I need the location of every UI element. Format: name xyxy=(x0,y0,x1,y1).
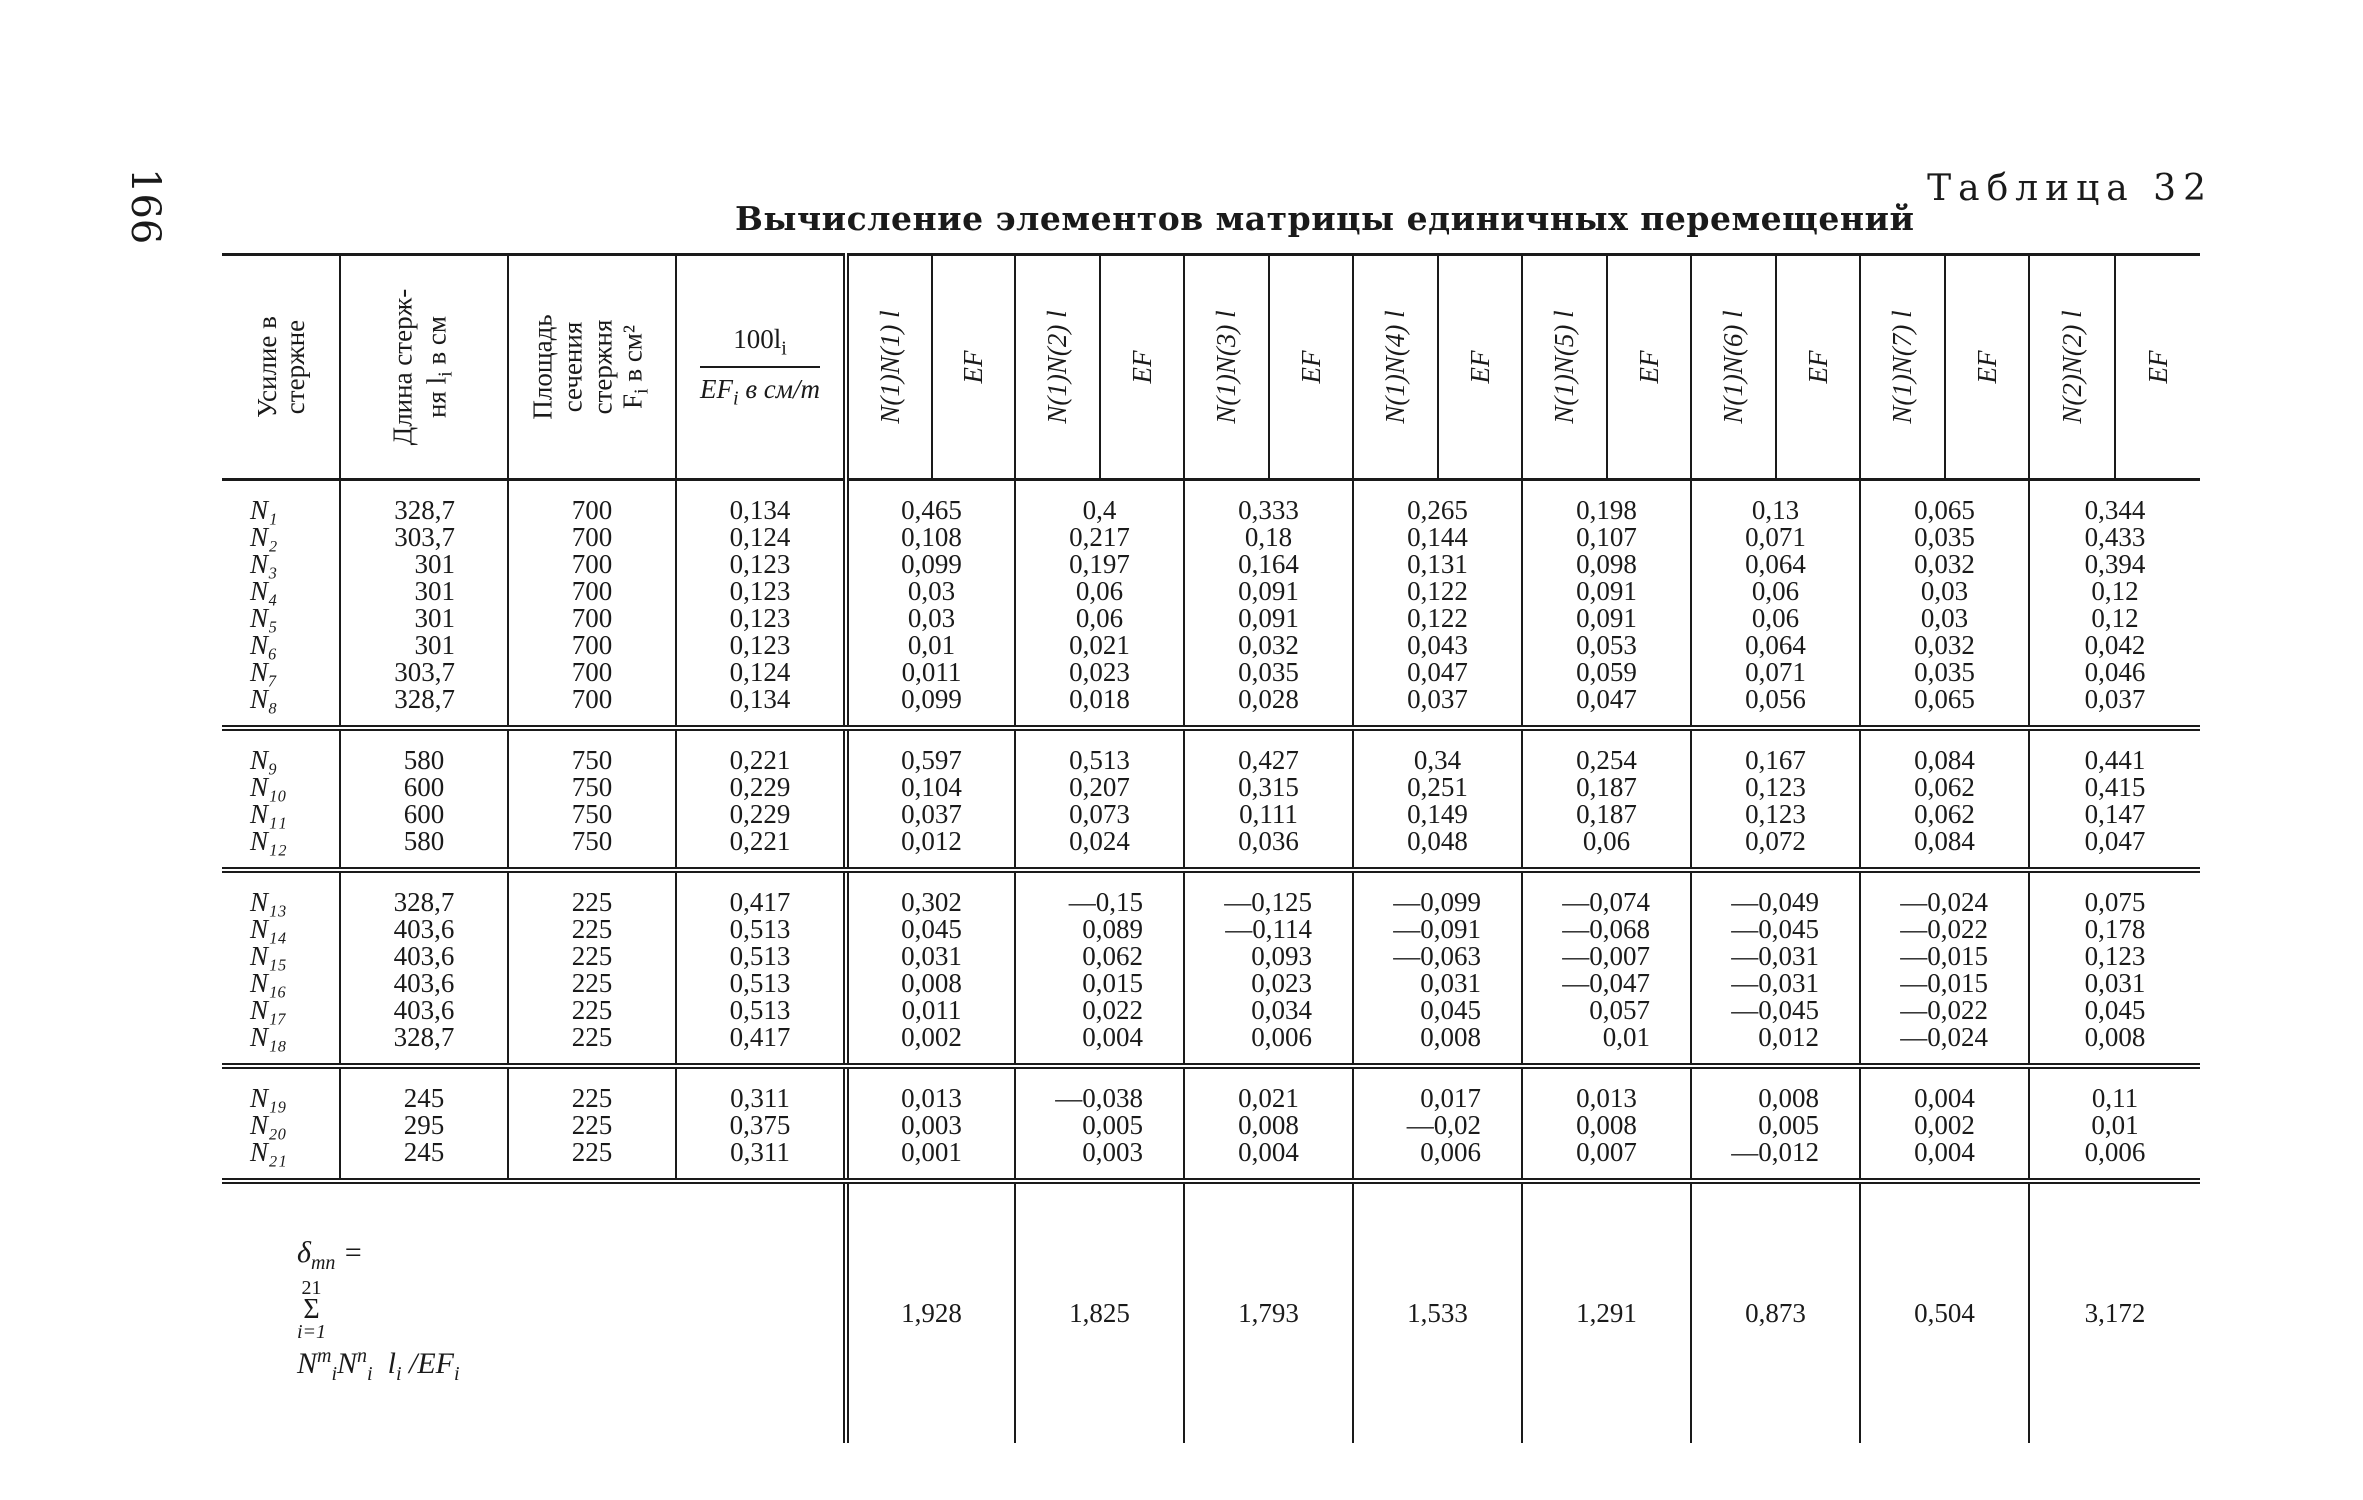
product-7-bottom: EF xyxy=(1971,350,2002,384)
product-3-bottom: EF xyxy=(1295,350,1326,384)
header-area-line2: сечения xyxy=(557,321,588,413)
product-col-3: 0,021 0,008 0,004 xyxy=(1184,1066,1353,1181)
table-row xyxy=(222,1066,2200,1181)
header-ratio-denominator xyxy=(700,368,820,410)
lengths: 245 295 245 xyxy=(340,1066,508,1181)
ratios: 0,221 0,229 0,229 0,221 xyxy=(676,728,846,870)
sum-sign: Σ xyxy=(303,1294,320,1325)
product-col-7: 0,065 0,035 0,032 0,03 0,03 0,032 0,035 0,065 xyxy=(1860,480,2029,729)
sum-value-1: 1,928 xyxy=(846,1181,1015,1443)
product-col-8: 0,11 0,01 0,006 xyxy=(2029,1066,2200,1181)
header-ratio-fraction xyxy=(700,324,820,411)
product-col-5: 0,013 0,008 0,007 xyxy=(1522,1066,1691,1181)
ratio-num-sub: i xyxy=(781,337,787,359)
product-col-4: 0,017 —0,02 0,006 xyxy=(1353,1066,1522,1181)
product-col-5: 0,198 0,107 0,098 0,091 0,091 0,053 0,059 0,047 xyxy=(1522,480,1691,729)
header-row xyxy=(222,255,2200,480)
product-col-6: —0,049 —0,045 —0,031 —0,031 —0,045 0,012 xyxy=(1691,870,1860,1066)
product-col-8: 0,441 0,415 0,147 0,047 xyxy=(2029,728,2200,870)
N-m-sub: i xyxy=(331,1363,338,1385)
product-col-1: 0,597 0,104 0,037 0,012 xyxy=(846,728,1015,870)
product-5-bottom: EF xyxy=(1633,350,1664,384)
group-3 xyxy=(222,870,2200,1066)
sum-value-6: 0,873 xyxy=(1691,1181,1860,1443)
product-2-top: N(1)N(2) l xyxy=(1042,310,1073,424)
lengths: 580 600 600 580 xyxy=(340,728,508,870)
sum-value-7: 0,504 xyxy=(1860,1181,2029,1443)
product-col-3: —0,125 —0,114 0,093 0,023 0,034 0,006 xyxy=(1184,870,1353,1066)
header-product-2 xyxy=(1015,255,1184,480)
ratio-den-unit: в см/т xyxy=(738,374,820,404)
formula-ef: /EF xyxy=(401,1347,455,1380)
sum-value-8: 3,172 xyxy=(2029,1181,2200,1443)
product-8-top: N(2)N(2) l xyxy=(2057,310,2087,424)
product-col-4: 0,34 0,251 0,149 0,048 xyxy=(1353,728,1522,870)
product-col-2: 0,513 0,207 0,073 0,024 xyxy=(1015,728,1184,870)
header-area-line4: F xyxy=(617,393,648,410)
formula-l: l xyxy=(372,1347,396,1380)
ratio-den-text: EF xyxy=(700,374,733,404)
product-8-bottom: EF xyxy=(2143,350,2173,384)
product-col-5: —0,074 —0,068 —0,007 —0,047 0,057 0,01 xyxy=(1522,870,1691,1066)
formula-l-sub: i xyxy=(395,1363,402,1385)
product-col-4: 0,265 0,144 0,131 0,122 0,122 0,043 0,047 0,037 xyxy=(1353,480,1522,729)
areas: 750 750 750 750 xyxy=(508,728,676,870)
header-length-label xyxy=(385,289,462,445)
header-length-line1: Длина стерж- xyxy=(387,288,418,446)
force-labels: N₁ N₂ N₃ N₄ N₅ N₆ N₇ N₈ xyxy=(222,480,340,729)
product-col-7: 0,084 0,062 0,062 0,084 xyxy=(1860,728,2029,870)
header-area-sub: i xyxy=(630,388,653,394)
header-product-7 xyxy=(1860,255,2029,480)
force-labels: N₉ N₁₀ N₁₁ N₁₂ xyxy=(222,728,340,870)
product-col-2: 0,4 0,217 0,197 0,06 0,06 0,021 0,023 0,018 xyxy=(1015,480,1184,729)
eq-sign: = xyxy=(335,1236,371,1269)
product-col-3: 0,427 0,315 0,111 0,036 xyxy=(1184,728,1353,870)
group-1 xyxy=(222,480,2200,729)
product-4-top: N(1)N(4) l xyxy=(1380,310,1411,424)
header-area-label xyxy=(527,314,656,419)
formula-ef-sub: i xyxy=(454,1363,460,1385)
product-col-1: 0,302 0,045 0,031 0,008 0,011 0,002 xyxy=(846,870,1015,1066)
group-4 xyxy=(222,1066,2200,1181)
header-product-8 xyxy=(2029,255,2200,480)
product-1-bottom: EF xyxy=(958,350,989,384)
sum-formula-text xyxy=(222,1208,460,1418)
ratios: 0,134 0,124 0,123 0,123 0,123 0,123 0,124 0,134 xyxy=(676,480,846,729)
header-length-line2: ня l xyxy=(421,376,452,419)
force-labels: N₁₃ N₁₄ N₁₅ N₁₆ N₁₇ N₁₈ xyxy=(222,870,340,1066)
ratio-num-text: 100l xyxy=(733,323,782,354)
header-product-5 xyxy=(1522,255,1691,480)
areas: 225 225 225 225 225 225 xyxy=(508,870,676,1066)
sum-value-5: 1,291 xyxy=(1522,1181,1691,1443)
product-col-2: —0,038 0,005 0,003 xyxy=(1015,1066,1184,1181)
product-col-7: —0,024 —0,022 —0,015 —0,015 —0,022 —0,024 xyxy=(1860,870,2029,1066)
sum-group xyxy=(222,1181,2200,1443)
areas: 225 225 225 xyxy=(508,1066,676,1181)
product-col-6: 0,008 0,005 —0,012 xyxy=(1691,1066,1860,1181)
sum-value-3: 1,793 xyxy=(1184,1181,1353,1443)
product-col-7: 0,004 0,002 0,004 xyxy=(1860,1066,2029,1181)
sum-row xyxy=(222,1181,2200,1443)
header-product-6 xyxy=(1691,255,1860,480)
product-4-bottom: EF xyxy=(1464,350,1495,384)
delta-sub: mn xyxy=(310,1252,336,1274)
product-col-8: 0,344 0,433 0,394 0,12 0,12 0,042 0,046 0,037 xyxy=(2029,480,2200,729)
force-labels: N₁₉ N₂₀ N₂₁ xyxy=(222,1066,340,1181)
header-length xyxy=(340,255,508,480)
N-n-sup: n xyxy=(357,1345,368,1367)
delta-symbol: δ xyxy=(297,1236,311,1269)
header-ratio-numerator xyxy=(700,324,820,368)
header-force-label: Усилие в стержне xyxy=(251,316,310,418)
header-area-line3: стержня xyxy=(587,319,618,415)
ratio-den-sub: i xyxy=(733,387,739,410)
product-col-5: 0,254 0,187 0,187 0,06 xyxy=(1522,728,1691,870)
header-length-sub: i xyxy=(434,371,457,377)
table-row xyxy=(222,728,2200,870)
product-6-top: N(1)N(6) l xyxy=(1718,310,1749,424)
product-3-top: N(1)N(3) l xyxy=(1211,310,1242,424)
N-n: N xyxy=(337,1347,358,1380)
product-col-6: 0,13 0,071 0,064 0,06 0,06 0,064 0,071 0,056 xyxy=(1691,480,1860,729)
sum-bottom: i=1 xyxy=(297,1321,327,1343)
N-m-sup: m xyxy=(317,1345,332,1367)
product-col-4: —0,099 —0,091 —0,063 0,031 0,045 0,008 xyxy=(1353,870,1522,1066)
page-number: 166 xyxy=(122,168,168,245)
table-row xyxy=(222,480,2200,729)
product-col-8: 0,075 0,178 0,123 0,031 0,045 0,008 xyxy=(2029,870,2200,1066)
header-area xyxy=(508,255,676,480)
N-n-sub: i xyxy=(367,1363,373,1385)
product-col-3: 0,333 0,18 0,164 0,091 0,091 0,032 0,035 0,028 xyxy=(1184,480,1353,729)
header-area-line1: Площадь xyxy=(527,314,558,420)
matrix-table xyxy=(222,253,2200,1443)
product-1-top: N(1)N(1) l xyxy=(874,310,905,424)
N-m: N xyxy=(297,1347,318,1380)
table-label: Таблица 32 xyxy=(1927,168,2213,209)
header-product-3 xyxy=(1184,255,1353,480)
lengths: 328,7 303,7 301 301 301 301 303,7 328,7 xyxy=(340,480,508,729)
header-length-unit: в см xyxy=(421,316,452,372)
header-product-4 xyxy=(1353,255,1522,480)
sum-operator xyxy=(297,1277,326,1343)
header-ratio xyxy=(676,255,846,480)
table-title: Вычисление элементов матрицы единичных перемещений xyxy=(735,199,1915,238)
areas: 700 700 700 700 700 700 700 700 xyxy=(508,480,676,729)
product-2-bottom: EF xyxy=(1126,350,1157,384)
product-col-2: —0,15 0,089 0,062 0,015 0,022 0,004 xyxy=(1015,870,1184,1066)
sum-formula xyxy=(222,1181,846,1443)
product-col-6: 0,167 0,123 0,123 0,072 xyxy=(1691,728,1860,870)
product-7-top: N(1)N(7) l xyxy=(1887,310,1918,424)
lengths: 328,7 403,6 403,6 403,6 403,6 328,7 xyxy=(340,870,508,1066)
ratios: 0,311 0,375 0,311 xyxy=(676,1066,846,1181)
sum-value-4: 1,533 xyxy=(1353,1181,1522,1443)
sum-value-2: 1,825 xyxy=(1015,1181,1184,1443)
product-5-top: N(1)N(5) l xyxy=(1549,310,1580,424)
header-force xyxy=(222,255,340,480)
product-col-1: 0,013 0,003 0,001 xyxy=(846,1066,1015,1181)
product-6-bottom: EF xyxy=(1802,350,1833,384)
ratios: 0,417 0,513 0,513 0,513 0,513 0,417 xyxy=(676,870,846,1066)
product-col-1: 0,465 0,108 0,099 0,03 0,03 0,01 0,011 0,099 xyxy=(846,480,1015,729)
table-row xyxy=(222,870,2200,1066)
sum-top: 21 xyxy=(301,1277,322,1299)
header-product-1 xyxy=(846,255,1015,480)
header-area-unit: в см² xyxy=(617,325,648,389)
group-2 xyxy=(222,728,2200,870)
